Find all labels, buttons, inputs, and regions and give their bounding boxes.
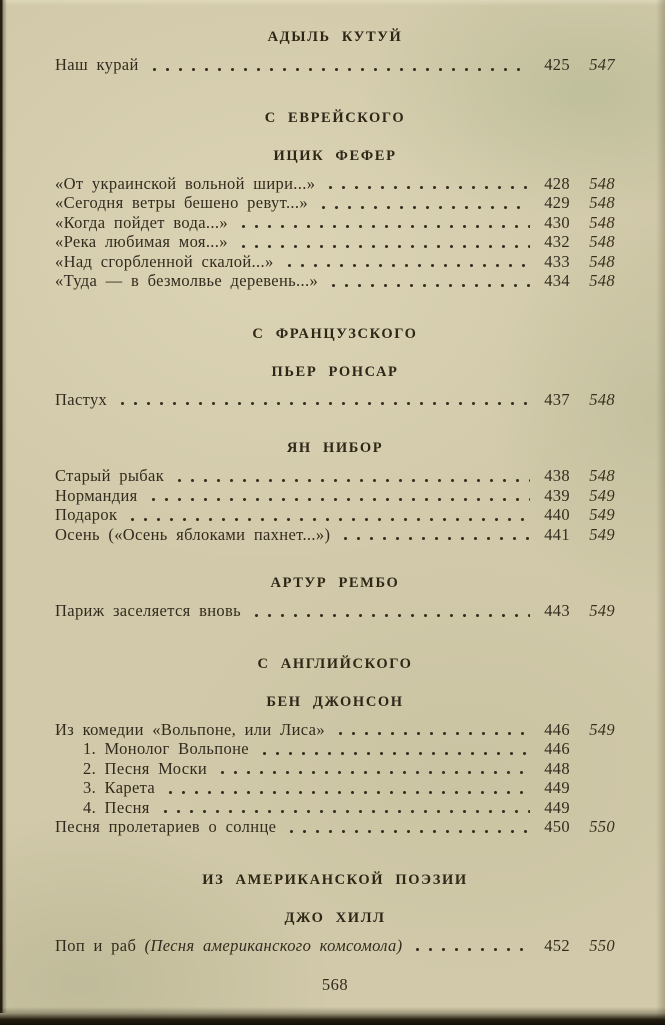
- toc-entry: [55, 936, 615, 956]
- entry-title: «Над сгорбленной скалой...»: [55, 251, 274, 271]
- dot-leader: [283, 252, 530, 272]
- text-page-number: 446: [544, 719, 570, 739]
- toc-entry: [55, 601, 615, 621]
- text-page-number: 452: [544, 935, 570, 955]
- section-heading: ИЗ АМЕРИКАНСКОЙ ПОЭЗИИ: [202, 871, 468, 888]
- dot-leader: [285, 817, 530, 837]
- dot-leader: [334, 720, 530, 740]
- entry-title: «Река любимая моя...»: [55, 232, 228, 251]
- author-heading: АДЫЛЬ КУТУЙ: [267, 29, 403, 45]
- dot-leader: [164, 778, 530, 798]
- notes-page-number: 548: [589, 251, 615, 271]
- text-page-number: 429: [544, 193, 570, 212]
- dot-leader: [216, 759, 530, 779]
- text-page-number: 446: [544, 739, 570, 758]
- scan-edge-right: [656, 0, 665, 1025]
- page-refs: [536, 174, 615, 194]
- toc-entry: [55, 55, 615, 75]
- toc-entry: [55, 271, 615, 291]
- text-page-number: 441: [544, 524, 570, 544]
- page-refs: [536, 817, 615, 837]
- notes-page-number: 549: [589, 505, 615, 524]
- text-page-number: 448: [544, 758, 570, 778]
- text-page-number: 440: [544, 505, 570, 524]
- entry-title: «Когда пойдет вода...»: [55, 212, 228, 232]
- page-refs: [536, 232, 615, 252]
- folio-page-number: 568: [321, 975, 349, 994]
- dot-leader: [327, 271, 530, 291]
- author-heading: ИЦИК ФЕФЕР: [273, 147, 397, 164]
- toc-entry: [55, 174, 615, 194]
- toc-entry: [55, 817, 615, 837]
- toc-entry: [55, 759, 615, 779]
- entry-title: Песня пролетариев о солнце: [55, 817, 277, 836]
- table-of-contents: [55, 28, 615, 955]
- dot-leader: [173, 466, 530, 486]
- dot-leader: [237, 213, 530, 233]
- notes-page-number: 548: [589, 389, 615, 409]
- text-page-number: 449: [544, 797, 570, 817]
- section-heading: С ЕВРЕЙСКОГО: [264, 109, 406, 126]
- entry-title: Подарок: [55, 505, 118, 524]
- toc-entry: [55, 798, 615, 818]
- notes-page-number: 550: [589, 935, 615, 955]
- page-refs: [536, 936, 615, 956]
- entry-title: Старый рыбак: [55, 466, 165, 485]
- text-page-number: 450: [544, 817, 570, 836]
- text-page-number: 439: [544, 485, 570, 505]
- dot-leader: [148, 55, 530, 75]
- toc-entry: [55, 252, 615, 272]
- text-page-number: 437: [544, 389, 570, 409]
- notes-page-number: [579, 759, 615, 779]
- page-refs: [536, 798, 615, 818]
- toc-entry: [55, 505, 615, 525]
- dot-leader: [237, 232, 530, 252]
- scan-edge-left: [0, 0, 7, 1013]
- dot-leader: [126, 505, 530, 525]
- text-page-number: 428: [544, 173, 570, 193]
- text-page-number: 432: [544, 232, 570, 251]
- toc-entry: [55, 525, 615, 545]
- author-heading: ЯН НИБОР: [286, 440, 384, 456]
- entry-title-italic: (Песня американского комсомола): [136, 935, 403, 955]
- dot-leader: [411, 936, 530, 956]
- notes-page-number: 550: [589, 817, 615, 836]
- notes-page-number: 547: [589, 55, 615, 74]
- page-refs: [536, 601, 615, 621]
- notes-page-number: 549: [589, 601, 615, 620]
- notes-page-number: 548: [589, 193, 615, 212]
- page-refs: [536, 271, 615, 291]
- entry-title: Пастух: [55, 389, 108, 409]
- toc-entry: [55, 232, 615, 252]
- dot-leader: [339, 525, 530, 545]
- text-page-number: 434: [544, 271, 570, 290]
- dot-leader: [159, 798, 530, 818]
- scan-edge-top: [0, 0, 665, 6]
- section-heading: С АНГЛИЙСКОГО: [257, 655, 413, 672]
- page-refs: [536, 778, 615, 798]
- page-refs: [536, 466, 615, 486]
- page-refs: [536, 739, 615, 759]
- author-heading: БЕН ДЖОНСОН: [266, 693, 404, 710]
- toc-entry: [55, 193, 615, 213]
- author-heading: ПЬЕР РОНСАР: [271, 363, 399, 380]
- entry-title: Париж заселяется вновь: [55, 601, 242, 620]
- text-page-number: 433: [544, 251, 570, 271]
- dot-leader: [116, 390, 530, 410]
- toc-entry: [55, 486, 615, 506]
- entry-title: Осень («Осень яблоками пахнет...»): [55, 524, 331, 544]
- text-page-number: 425: [544, 55, 570, 74]
- toc-entry: [55, 739, 615, 759]
- page-refs: [536, 525, 615, 545]
- notes-page-number: 548: [589, 271, 615, 290]
- notes-page-number: 548: [589, 173, 615, 193]
- notes-page-number: 548: [589, 232, 615, 251]
- text-page-number: 443: [544, 601, 570, 620]
- page-refs: [536, 213, 615, 233]
- dot-leader: [250, 601, 530, 621]
- notes-page-number: 549: [589, 719, 615, 739]
- notes-page-number: [579, 739, 615, 759]
- entry-title: «Туда — в безмолвье деревень...»: [55, 271, 319, 290]
- toc-entry: [55, 720, 615, 740]
- toc-entry: [55, 390, 615, 410]
- entry-title: «Сегодня ветры бешено ревут...»: [55, 193, 308, 212]
- page-refs: [536, 193, 615, 213]
- notes-page-number: 548: [589, 212, 615, 232]
- entry-title: «От украинской вольной шири...»: [55, 173, 316, 193]
- page-refs: [536, 252, 615, 272]
- page-refs: [536, 720, 615, 740]
- section-heading: С ФРАНЦУЗСКОГО: [252, 325, 418, 342]
- dot-leader: [324, 174, 530, 194]
- notes-page-number: [579, 778, 615, 798]
- text-page-number: 438: [544, 466, 570, 485]
- entry-title: 2. Песня Моски: [83, 758, 208, 778]
- entry-title: Нормандия: [55, 485, 138, 505]
- toc-entry: [55, 778, 615, 798]
- dot-leader: [317, 193, 530, 213]
- dot-leader: [147, 486, 530, 506]
- page-refs: [536, 390, 615, 410]
- page-refs: [536, 505, 615, 525]
- dot-leader: [258, 739, 530, 759]
- author-heading: АРТУР РЕМБО: [270, 575, 400, 591]
- notes-page-number: 549: [589, 485, 615, 505]
- text-page-number: 430: [544, 212, 570, 232]
- entry-title: Наш курай: [55, 55, 139, 74]
- toc-entry: [55, 213, 615, 233]
- author-heading: ДЖО ХИЛЛ: [284, 909, 386, 926]
- entry-title: 4. Песня: [83, 797, 150, 817]
- page-refs: [536, 486, 615, 506]
- notes-page-number: [579, 798, 615, 818]
- notes-page-number: 548: [589, 466, 615, 485]
- entry-title: 1. Монолог Вольпоне: [83, 739, 249, 758]
- entry-title: Поп и раб (Песня американского комсомола): [55, 935, 403, 955]
- notes-page-number: 549: [589, 524, 615, 544]
- text-page-number: 449: [544, 778, 570, 797]
- page-refs: [536, 759, 615, 779]
- scan-edge-bottom: [0, 1007, 665, 1025]
- entry-title: Из комедии «Вольпоне, или Лиса»: [55, 719, 325, 739]
- toc-entry: [55, 466, 615, 486]
- entry-title: 3. Карета: [83, 778, 156, 797]
- page-refs: [536, 55, 615, 75]
